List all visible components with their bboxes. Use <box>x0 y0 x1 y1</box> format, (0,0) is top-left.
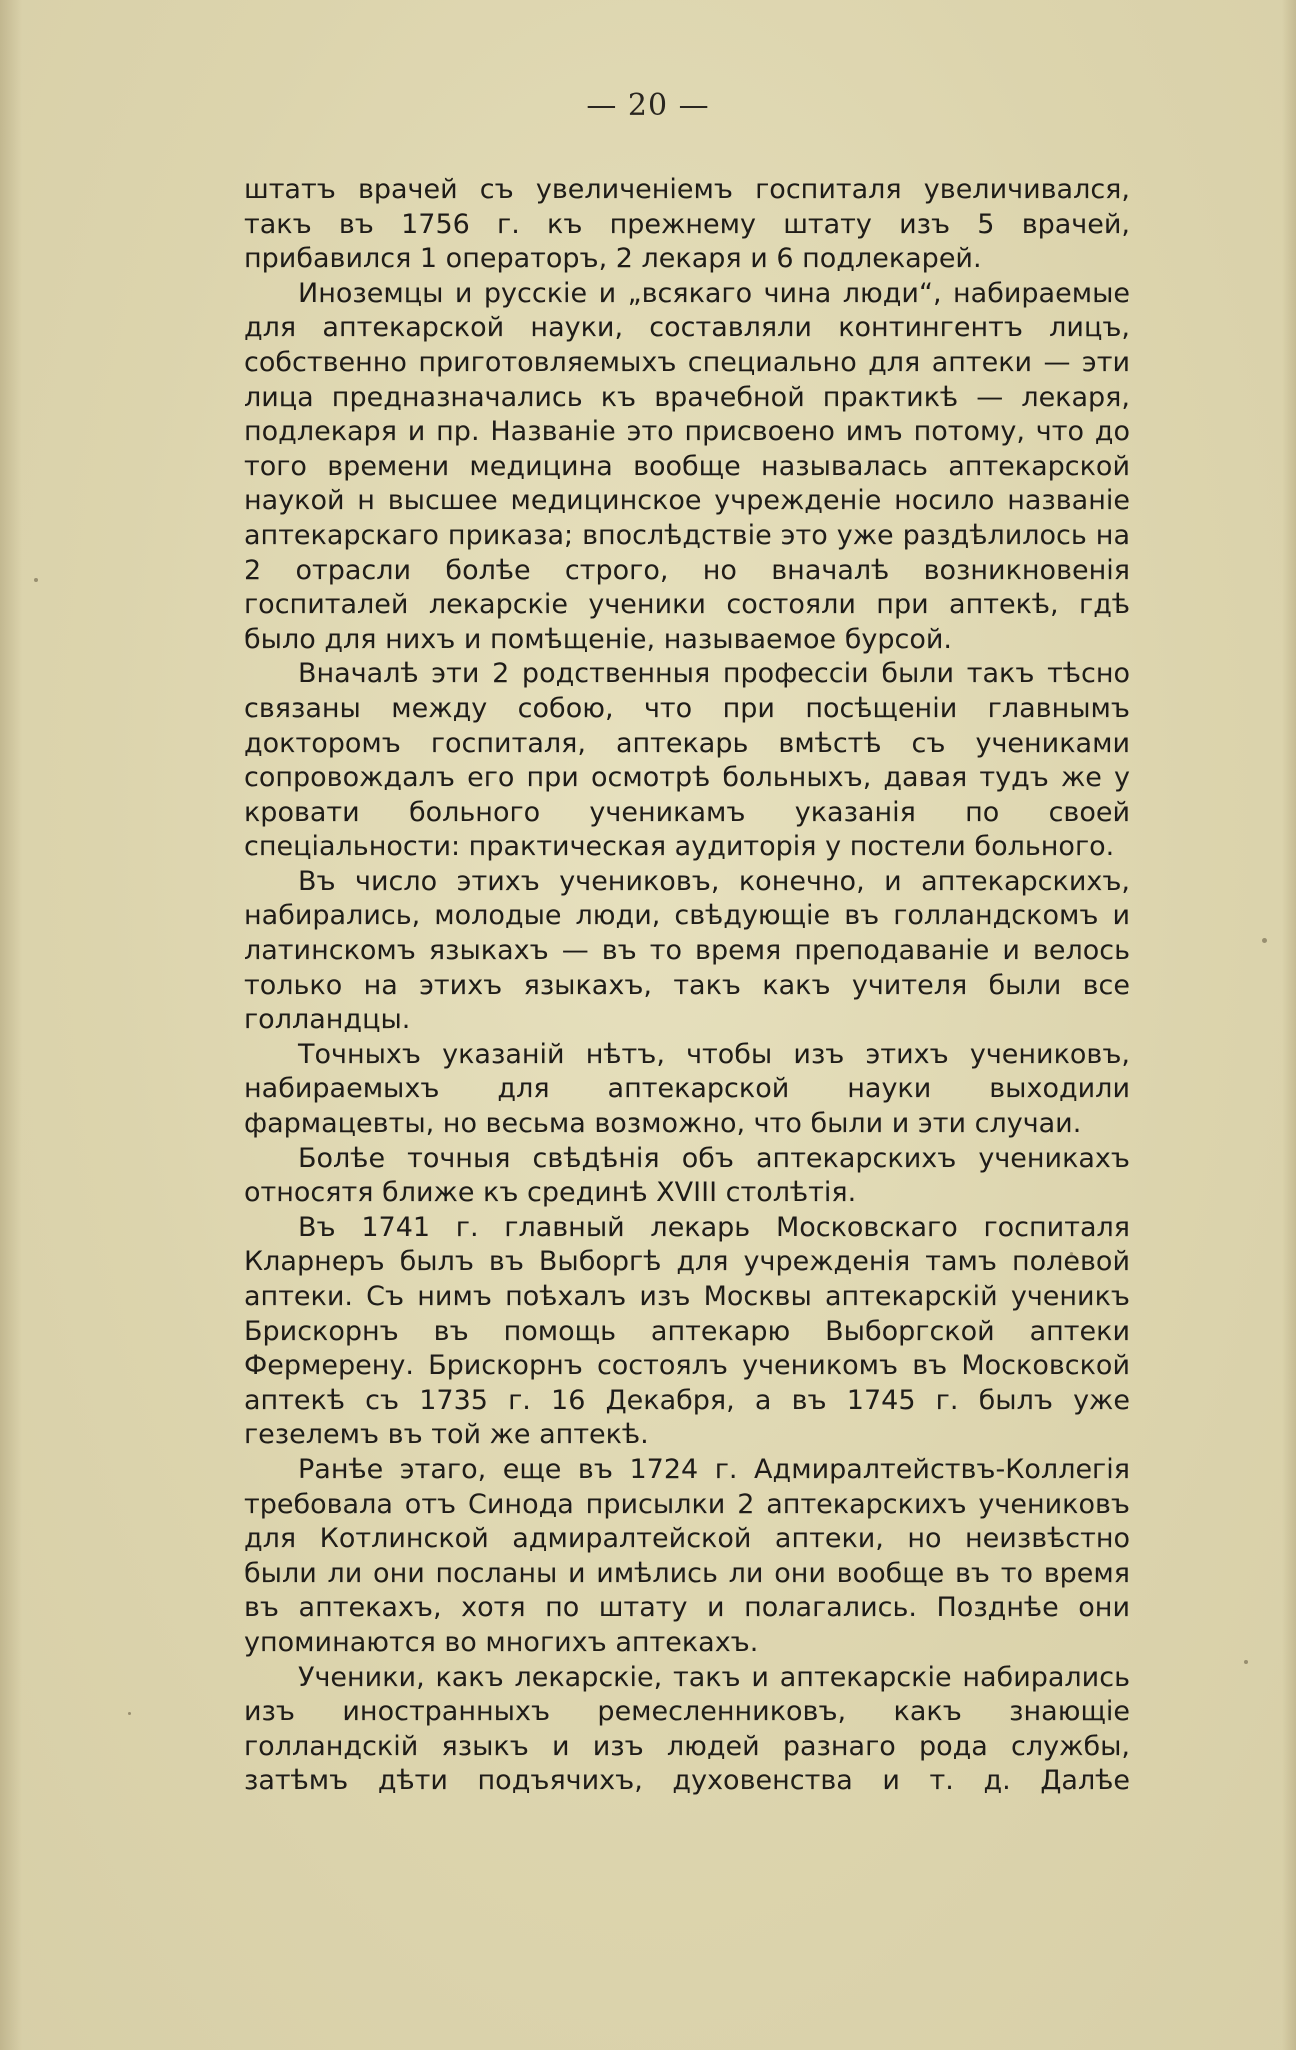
paper-speck <box>1070 1252 1073 1255</box>
paragraph-9: Ученики, какъ лекарскiе, такъ и аптекарскiе набирались изъ иностранныхъ ремесленниковъ, какъ знающiе голландскiй языкъ и изъ людей разнаго рода службы, затѣмъ дѣти подъячихъ, духовенства и т. д. Далѣе <box>244 1661 1130 1797</box>
page-edge-shadow-right <box>1282 0 1296 2050</box>
paper-speck <box>128 1712 131 1715</box>
paragraph-1: штатъ врачей съ увеличенiемъ госпиталя увеличивался, такъ въ 1756 г. къ прежнему штату изъ 5 врачей, прибавился 1 операторъ, 2 лекаря и 6 подлекарей. <box>244 174 1130 275</box>
page-edge-shadow-left <box>0 0 22 2050</box>
paper-speck <box>1244 1660 1248 1664</box>
paragraph-5: Точныхъ указанiй нѣтъ, чтобы изъ этихъ учениковъ, набираемыхъ для аптекарской науки выходили фармацевты, но весьма возможно, что были и эти случаи. <box>244 1038 1130 1140</box>
paper-speck <box>34 578 38 582</box>
paragraph-4: Въ число этихъ учениковъ, конечно, и аптекарскихъ, набирались, молодые люди, свѣдующiе въ голландскомъ и латинскомъ языкахъ — въ то время преподаванiе и велось только на этихъ языкахъ, такъ какъ учителя были все голландцы. <box>244 865 1130 1036</box>
paragraph-2: Иноземцы и русскiе и „всякаго чина люди“, набираемые для аптекарской науки, составляли контингентъ лицъ, собственно приготовляемыхъ специально для аптеки — эти лица предназначались къ врачебной практикѣ — лекаря, подлекаря и пр. Названiе это присвоено имъ потому, что до того времени медицина вообще называлась аптекарской наукой н высшее медицинское учрежденiе носило названiе аптекарскаго приказа; впослѣдствiе это уже раздѣлилось на 2 отрасли болѣе строго, но вначалѣ возникновенiя госпиталей лекарскiе ученики состояли при аптекѣ, гдѣ было для нихъ и помѣщенiе, называемое бурсой. <box>244 277 1130 655</box>
paper-speck <box>1262 938 1267 943</box>
page-number: — 20 — <box>586 88 710 123</box>
paragraph-7: Въ 1741 г. главный лекарь Московскаго госпиталя Кларнеръ былъ въ Выборгѣ для учрежденiя тамъ полевой аптеки. Съ нимъ поѣхалъ изъ Москвы аптекарскiй ученикъ Брискорнъ въ помощь аптекарю Выборгской аптеки Фермерену. Брискорнъ состоялъ ученикомъ въ Московской аптекѣ съ 1735 г. 16 Декабря, а въ 1745 г. былъ уже гезелемъ въ той же аптекѣ. <box>244 1211 1130 1451</box>
paragraph-6: Болѣе точныя свѣдѣнiя объ аптекарскихъ ученикахъ относятя ближе къ срединѣ XVIII столѣтiя. <box>244 1142 1130 1209</box>
paragraph-8: Ранѣе этаго, еще въ 1724 г. Адмиралтействъ-Коллегiя требовала отъ Синода присылки 2 аптекарскихъ учениковъ для Котлинской адмиралтейской аптеки, но неизвѣстно были ли они посланы и имѣлись ли они вообще въ то время въ аптекахъ, хотя по штату и полагались. Позднѣе они упоминаются во многихъ аптекахъ. <box>244 1453 1130 1658</box>
body-text <box>244 173 1130 1799</box>
paragraph-3: Вначалѣ эти 2 родственныя профессiи были такъ тѣсно связаны между собою, что при посѣщенiи главнымъ докторомъ госпиталя, аптекарь вмѣстѣ съ учениками сопровождалъ его при осмотрѣ больныхъ, давая тудъ же у кровати больного ученикамъ указанiя по своей спецiальности: практическая аудиторiя у постели больного. <box>244 658 1130 863</box>
